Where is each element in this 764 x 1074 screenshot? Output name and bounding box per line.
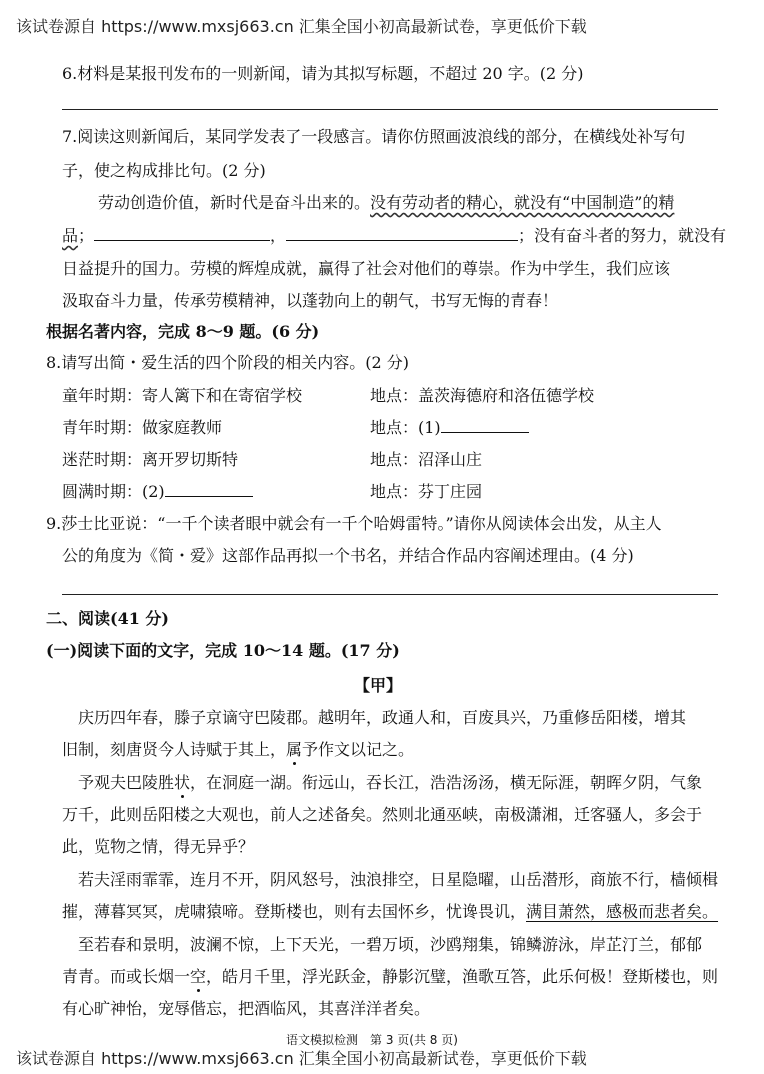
q8-place-1: 地点：盖茨海德府和洛伍德学校 [370, 386, 595, 405]
question-9-line2: 公的角度为《简・爱》这部作品再拟一个书名，并结合作品内容阐述理由。(4 分) [62, 546, 634, 565]
question-9-line1: 9.莎士比亚说：“一千个读者眼中就会有一千个哈姆雷特。”请你从阅读体会出发，从主人 [46, 514, 662, 533]
q8-place-3: 地点：沼泽山庄 [370, 450, 483, 469]
q7-paragraph-line1: 劳动创造价值，新时代是奋斗出来的。没有劳动者的精心，就没有“中国制造”的精 [98, 193, 675, 212]
question-6: 6.材料是某报刊发布的一则新闻，请为其拟写标题，不超过 20 字。(2 分) [62, 64, 584, 83]
passage-p4-line3: 有心旷神怡，宠辱偕忘，把酒临风，其喜洋洋者矣。 [62, 999, 431, 1018]
fill-blank-2[interactable] [286, 226, 518, 241]
emphasis-dot-char: 状 [174, 773, 191, 792]
underlined-sentence: 满目萧然，感极而悲者矣。 [526, 902, 719, 921]
q8-place-2: 地点：(1) [370, 418, 529, 438]
q7-paragraph-line2: 品； ， ；没有奋斗者的努力，就没有 [62, 226, 727, 245]
question-7-line2: 子，使之构成排比句。(2 分) [62, 161, 266, 180]
q8-period-4: 圆满时期：(2) [62, 482, 253, 502]
fill-blank-place[interactable] [441, 418, 529, 433]
passage-p2-line2: 万千，此则岳阳楼之大观也，前人之述备矣。然则北通巫峡，南极潇湘，迁客骚人，多会于 [62, 805, 703, 824]
answer-line-q9 [62, 594, 718, 595]
q8-place-4: 地点：芬丁庄园 [370, 482, 483, 501]
passage-p4-line1: 至若春和景明，波澜不惊，上下天光，一碧万顷，沙鸥翔集，锦鳞游泳，岸芷汀兰，郁郁 [78, 935, 703, 954]
emphasis-dot-char: 属 [286, 740, 303, 759]
passage-p1-line2: 旧制，刻唐贤今人诗赋于其上，属予作文以记之。 [62, 740, 415, 759]
passage-p2-line3: 此，览物之情，得无异乎？ [62, 837, 255, 856]
passage-label-jia: 【甲】 [354, 676, 403, 695]
passage-p3-line1: 若夫淫雨霏霏，连月不开，阴风怒号，浊浪排空，日星隐曜，山岳潜形，商旅不行，樯倾楫 [78, 870, 719, 889]
footer-watermark: 该试卷源自 https://www.mxsj663.cn 汇集全国小初高最新试卷，享更低价下载 [16, 1049, 587, 1068]
passage-p4-line2: 青青。而或长烟一空，皓月千里，浮光跃金，静影沉璧，渔歌互答，此乐何极！登斯楼也，则 [62, 967, 719, 986]
section-2-subtitle: (一)阅读下面的文字，完成 10～14 题。(17 分) [46, 641, 400, 660]
q8-period-2: 青年时期：做家庭教师 [62, 418, 223, 437]
header-watermark: 该试卷源自 https://www.mxsj663.cn 汇集全国小初高最新试卷，享更低价下载 [16, 17, 587, 36]
q7-paragraph-line3: 日益提升的国力。劳模的辉煌成就，赢得了社会对他们的尊崇。作为中学生，我们应该 [62, 259, 671, 278]
emphasis-dot-char: 空 [190, 967, 207, 986]
fill-blank-period[interactable] [165, 482, 253, 497]
q8-period-1: 童年时期：寄人篱下和在寄宿学校 [62, 386, 303, 405]
page-number: 语文模拟检测 第 3 页(共 8 页) [286, 1033, 458, 1047]
wavy-underline-text: 没有劳动者的精心，就没有“中国制造”的精 [370, 193, 675, 212]
question-8-title: 8.请写出简・爱生活的四个阶段的相关内容。(2 分) [46, 353, 410, 372]
q8-period-3: 迷茫时期：离开罗切斯特 [62, 450, 239, 469]
q7-paragraph-line4: 汲取奋斗力量，传承劳模精神，以蓬勃向上的朝气，书写无悔的青春！ [62, 291, 559, 310]
fill-blank-1[interactable] [94, 226, 270, 241]
question-7-line1: 7.阅读这则新闻后，某同学发表了一段感言。请你仿照画波浪线的部分，在横线处补写句 [62, 127, 686, 146]
section-2-title: 二、阅读(41 分) [46, 609, 169, 628]
answer-line-q6 [62, 109, 718, 110]
passage-p3-line2: 摧，薄暮冥冥，虎啸猿啼。登斯楼也，则有去国怀乡，忧谗畏讥，满目萧然，感极而悲者矣。 [62, 902, 719, 921]
passage-p2-line1: 予观夫巴陵胜状，在洞庭一湖。衔远山，吞长江，浩浩汤汤，横无际涯，朝晖夕阴，气象 [78, 773, 703, 792]
section-intro-8-9: 根据名著内容，完成 8～9 题。(6 分) [46, 322, 320, 341]
passage-p1-line1: 庆历四年春，滕子京谪守巴陵郡。越明年，政通人和，百废具兴，乃重修岳阳楼，增其 [78, 708, 687, 727]
